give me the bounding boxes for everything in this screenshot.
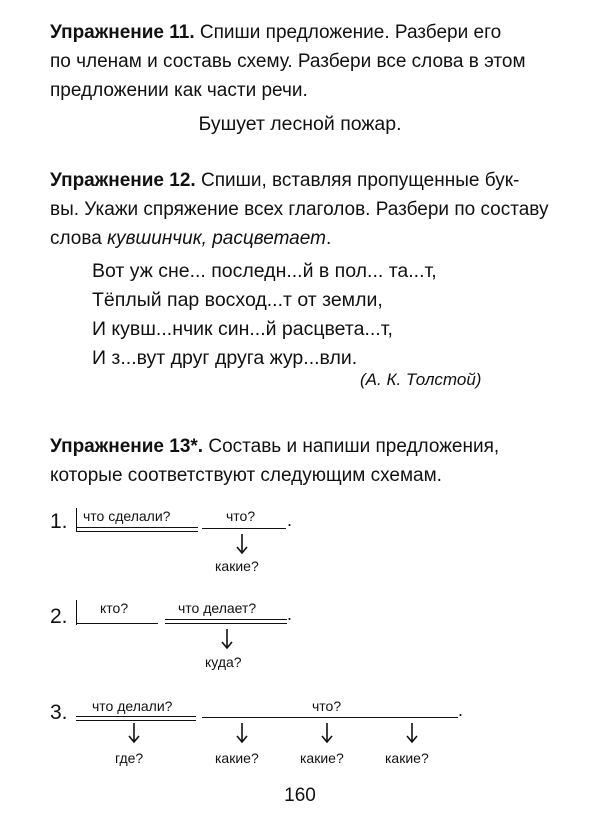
exercise-13-line-1: Упражнение 13*. Составь и напиши предложения, bbox=[50, 436, 500, 457]
predicate-label: что сделали? bbox=[83, 508, 171, 524]
exercise-11-title: Упражнение 11. bbox=[50, 22, 195, 43]
object-label: что? bbox=[312, 698, 342, 714]
down-arrow-icon bbox=[220, 628, 234, 650]
exercise-11-line-1: Упражнение 11. Спиши предложение. Разбери его bbox=[50, 22, 502, 43]
exercise-11-line-2: по членам и составь схему. Разбери все слова в этом bbox=[50, 51, 526, 72]
poem-line: Вот уж сне... последн...й в пол... та...т, bbox=[92, 260, 437, 282]
scheme-number: 2. bbox=[50, 605, 68, 628]
subject-underline bbox=[76, 623, 158, 624]
exercise-13 bbox=[50, 432, 570, 490]
end-mark: . bbox=[287, 604, 293, 624]
exercise-13-line-2: которые соответствуют следующим схемам. bbox=[50, 465, 442, 486]
down-arrow-icon bbox=[405, 722, 419, 744]
modifier-label: какие? bbox=[215, 558, 259, 574]
down-arrow-icon bbox=[320, 722, 334, 744]
predicate-label: что делали? bbox=[92, 698, 173, 714]
exercise-12-line-1: Упражнение 12. Спиши, вставляя пропущенные бук- bbox=[50, 170, 520, 191]
poem-author: (А. К. Толстой) bbox=[360, 370, 482, 389]
poem-line: Тёплый пар восход...т от земли, bbox=[92, 289, 383, 311]
object-underline bbox=[202, 528, 286, 529]
modifier-label: какие? bbox=[385, 750, 429, 766]
exercise-12-words: кувшинчик, расцветает bbox=[107, 228, 326, 249]
end-mark: . bbox=[287, 510, 293, 530]
object-label: что? bbox=[226, 508, 256, 524]
exercise-12 bbox=[50, 166, 570, 253]
exercise-12-line-2: вы. Укажи спряжение всех глаголов. Разбери по составу bbox=[50, 199, 549, 220]
predicate-label: что делает? bbox=[178, 600, 257, 616]
exercise-11-sentence: Бушует лесной пожар. bbox=[198, 113, 402, 135]
object-underline bbox=[202, 717, 458, 718]
down-arrow-icon bbox=[235, 722, 249, 744]
end-mark: . bbox=[458, 700, 464, 720]
predicate-underline bbox=[165, 619, 287, 624]
scheme-number: 1. bbox=[50, 510, 68, 533]
exercise-12-line-3: слова кувшинчик, расцветает. bbox=[50, 228, 332, 249]
down-arrow-icon bbox=[235, 533, 249, 555]
down-arrow-icon bbox=[127, 722, 141, 744]
scheme-number: 3. bbox=[50, 701, 68, 724]
page-number: 160 bbox=[284, 785, 316, 806]
poem-line: И з...вут друг друга жур...вли. bbox=[92, 347, 358, 369]
exercise-13-title: Упражнение 13*. bbox=[50, 436, 204, 457]
adverbial-label: куда? bbox=[205, 654, 242, 670]
subject-label: кто? bbox=[100, 600, 129, 616]
adverbial-label: где? bbox=[115, 750, 144, 766]
exercise-11-line-3: предложении как части речи. bbox=[50, 80, 308, 101]
sentence-start-bar bbox=[76, 600, 77, 625]
exercise-12-title: Упражнение 12. bbox=[50, 170, 196, 191]
poem bbox=[92, 257, 437, 373]
modifier-label: какие? bbox=[300, 750, 344, 766]
predicate-underline bbox=[76, 527, 198, 532]
exercise-11 bbox=[50, 18, 570, 105]
modifier-label: какие? bbox=[215, 750, 259, 766]
poem-line: И кувш...нчик син...й расцвета...т, bbox=[92, 318, 393, 340]
predicate-underline bbox=[76, 716, 196, 721]
